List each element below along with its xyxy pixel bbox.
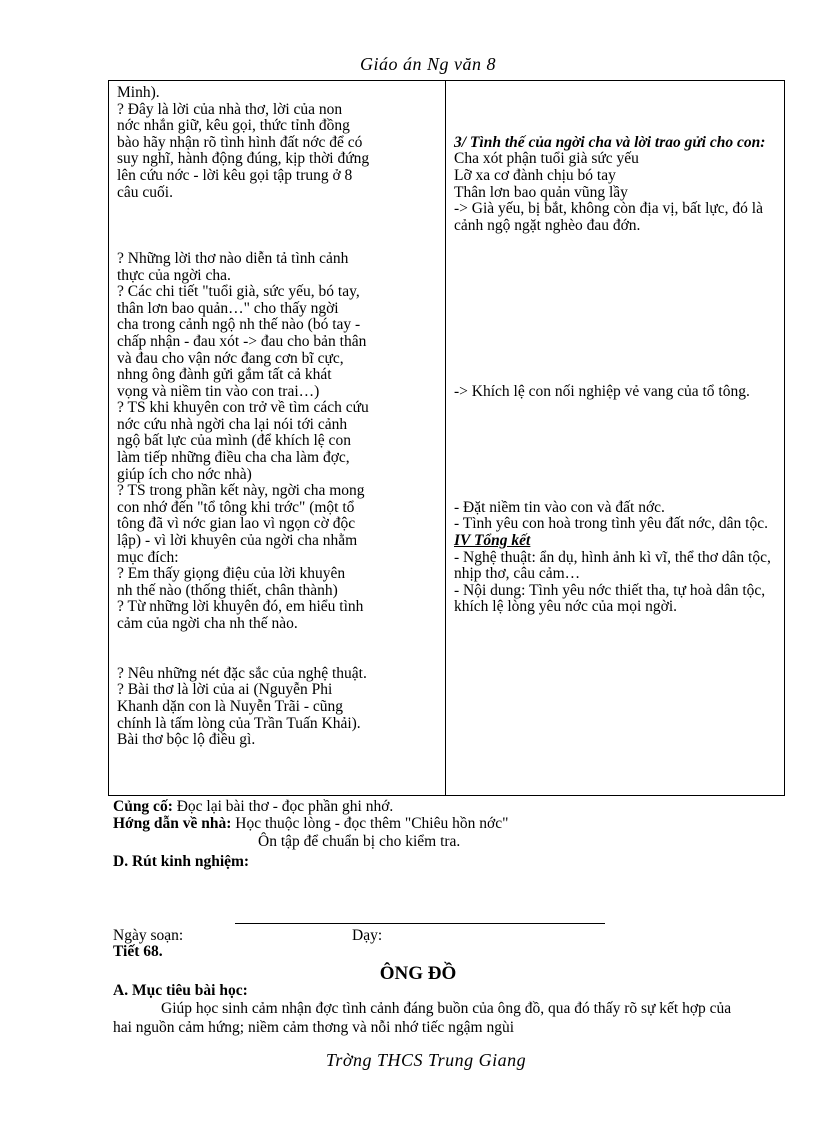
separator-line [235, 923, 605, 924]
ngay-soan-label: Ngày soạn: [113, 927, 184, 944]
cung-co-text: Đọc lại bài thơ - đọc phần ghi nhớ. [172, 798, 394, 815]
text-line: Cha xót phận tuổi già sức yếu [454, 150, 639, 168]
text-line: ? TS khi khuyên con trở về tìm cách cứu [117, 399, 369, 417]
content-column [446, 81, 785, 796]
teacher-questions-column [109, 81, 446, 796]
rut-kinh-nghiem-heading: D. Rút kinh nghiệm: [113, 853, 250, 870]
encourage-note: -> Khích lệ con nối nghiệp vẻ vang của tổ tông. [454, 382, 750, 400]
lesson-table [108, 80, 785, 796]
text-line: Minh). [117, 84, 160, 101]
text-line: ? Các chi tiết "tuổi già, sức yếu, bó tay, [117, 283, 360, 301]
text-line: Khanh dặn con là Nuyễn Trãi - cũng [117, 697, 343, 715]
text-line: ? Bài thơ là lời của ai (Nguyễn Phi [117, 681, 333, 699]
text-line: suy nghĩ, hành động đúng, kịp thời đứng [117, 150, 370, 168]
text-line: giúp ích cho nớc nhà) [117, 465, 252, 483]
text-line: lên cứu nớc - lời kêu gọi tập trung ở 8 [117, 166, 353, 184]
text-line: ? Em thấy giọng điệu của lời khuyên [117, 565, 346, 583]
huong-dan-label: Hớng dẫn về nhà: [113, 815, 232, 832]
text-line: ? Những lời thơ nào diễn tả tình cảnh [117, 249, 349, 267]
text-line: ? Từ những lời khuyên đó, em hiểu tình [117, 598, 364, 616]
text-line: con nhớ đến "tổ tông khi trớc" (một tổ [117, 498, 355, 516]
text-line: thực của ngời cha. [117, 266, 231, 284]
question-block-2 [117, 251, 437, 633]
section-3-content [454, 151, 776, 234]
text-line: câu cuối. [117, 183, 173, 201]
page-footer: Trờng THCS Trung Giang [325, 1050, 527, 1070]
text-line: chính là tấm lòng của Trần Tuấn Khải). [117, 714, 361, 732]
huong-dan-line [113, 815, 508, 832]
text-line: nh thế nào (thống thiết, chân thành) [117, 581, 338, 599]
lesson-title: ÔNG ĐỒ [379, 963, 457, 984]
text-line: làm tiếp những điều cha cha làm đợc, [117, 449, 350, 467]
text-line: lập) - vì lời khuyên của ngời cha nhằm [117, 532, 358, 550]
text-line: nớc nhắn giữ, kêu gọi, thức tỉnh đồng [117, 117, 350, 135]
page-header: Giáo án Ng văn 8 [360, 54, 496, 74]
text-line: Thân lơn bao quản vũng lầy [454, 183, 628, 201]
tiet-label: Tiết 68. [113, 943, 163, 960]
text-line: thân lơn bao quản…" cho thấy ngời [117, 299, 339, 317]
text-line: ? Nêu những nét đặc sắc của nghệ thuật. [117, 664, 367, 682]
huong-dan-text: Học thuộc lòng - đọc thêm "Chiêu hồn nớc" [231, 815, 509, 832]
text-line: - Nội dung: Tình yêu nớc thiết tha, tự hoà dân tộc, khích lệ lòng yêu nớc của mọi ngời. [454, 581, 766, 616]
text-line: - Nghệ thuật: ẩn dụ, hình ảnh kì vĩ, thể thơ dân tộc, nhịp thơ, câu cảm… [454, 548, 771, 583]
text-line: và đau cho vận nớc đang cơn bĩ cực, [117, 349, 344, 367]
text-line: cha trong cảnh ngộ nh thế nào (bó tay - [117, 316, 361, 334]
text-line: -> Già yếu, bị bắt, không còn địa vị, bất lực, đó là cảnh ngộ ngặt nghèo đau đớn. [454, 200, 763, 234]
cung-co-line [113, 798, 393, 815]
section-4-content [454, 550, 776, 616]
text-line: bào hãy nhận rõ tình hình đất nớc để có [117, 133, 363, 151]
muc-tieu-paragraph: Giúp học sinh cảm nhận đợc tình cảnh đáng buồn của ông đồ, qua đó thấy rõ sự kết hợp của hai nguồn cảm hứng; niềm cảm thơng và nỗi nhớ tiếc ngậm ngùi [113, 1000, 732, 1036]
on-tap-line: Ôn tập để chuẩn bị cho kiểm tra. [258, 833, 461, 850]
text-line: - Tình yêu con hoà trong tình yêu đất nớc, dân tộc. [454, 515, 768, 533]
text-line: ngộ bất lực của mình (để khích lệ con [117, 432, 351, 450]
text-line: tông đã vì nớc gian lao vì ngọn cờ độc [117, 515, 356, 533]
faith-notes [454, 500, 776, 533]
text-line: Bài thơ bộc lộ điều gì. [117, 731, 256, 749]
day-label: Dạy: [352, 927, 383, 944]
section-3-title: 3/ Tình thế của ngời cha và lời trao gửi cho con: [454, 133, 766, 151]
text-line: chấp nhận - đau xót -> đau cho bản thân [117, 332, 367, 350]
text-line: cảm của ngời cha nh thế nào. [117, 615, 298, 632]
text-line: vọng và niềm tin vào con trai…) [117, 382, 320, 400]
text-line: ? TS trong phần kết này, ngời cha mong [117, 482, 365, 500]
section-4-title: IV Tổng kết [454, 532, 531, 550]
text-line: nớc cứu nhà ngời cha lại nói tới cảnh [117, 415, 348, 433]
question-block-3 [117, 666, 437, 749]
question-block-1 [117, 85, 437, 201]
text-line: Lỡ xa cơ đành chịu bó tay [454, 166, 616, 184]
text-line: - Đặt niềm tin vào con và đất nớc. [454, 498, 665, 516]
text-line: nhng ông đành gửi gắm tất cả khát [117, 366, 332, 384]
cung-co-label: Củng cố: [113, 798, 173, 815]
text-line: mục đích: [117, 548, 179, 566]
muc-tieu-heading: A. Mục tiêu bài học: [113, 982, 248, 999]
text-line: ? Đây là lời của nhà thơ, lời của non [117, 100, 343, 118]
